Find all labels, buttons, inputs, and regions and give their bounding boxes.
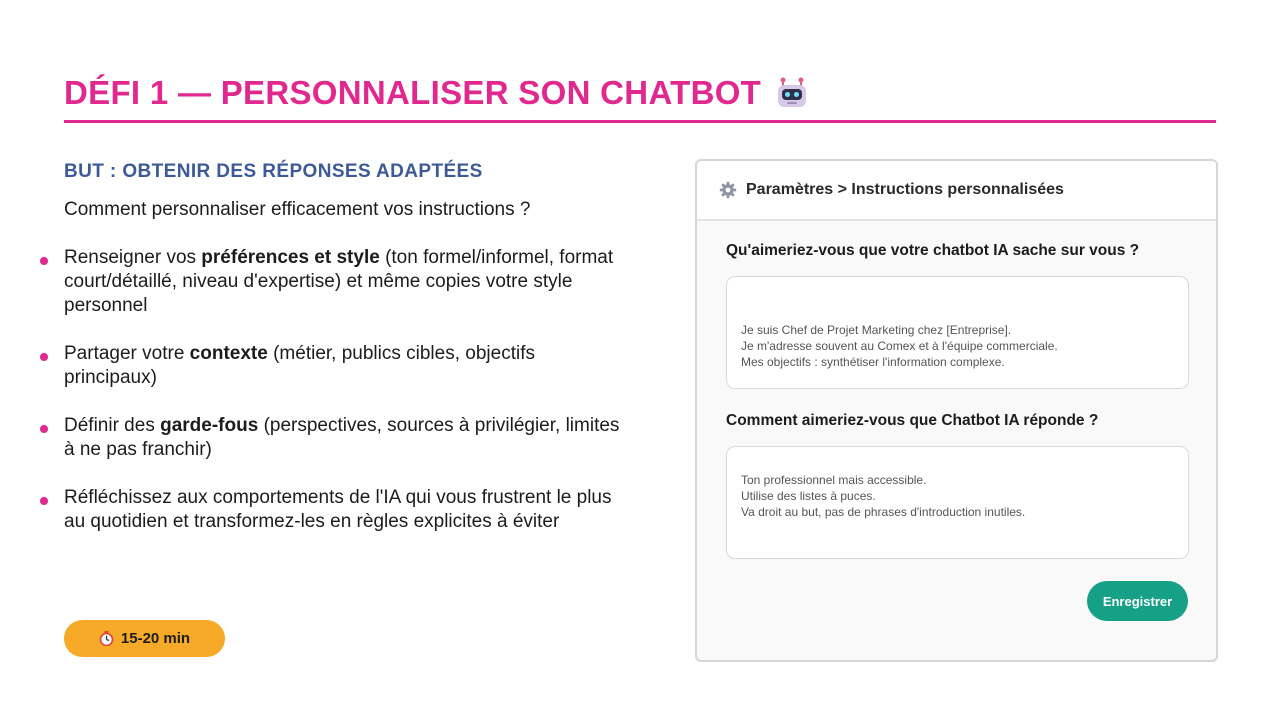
question-response-style: Comment aimeriez-vous que Chatbot IA réponde ? [726, 412, 1099, 429]
response-style-line: Utilise des listes à puces. [741, 488, 876, 503]
bullet-dot [40, 425, 48, 433]
about-you-line: Je suis Chef de Projet Marketing chez [Entreprise]. [741, 322, 1012, 337]
panel-header [697, 161, 1216, 221]
bullet-text-before: Réfléchissez aux comportements de l'IA qui vous frustrent le plus au quotidien et transformez-les en règles explicites à éviter [64, 487, 612, 532]
bullet-list [40, 246, 630, 558]
bullet-dot [40, 497, 48, 505]
save-button[interactable]: Enregistrer [1087, 581, 1188, 621]
response-style-line: Ton professionnel mais accessible. [741, 472, 927, 487]
response-style-textarea[interactable] [726, 446, 1189, 559]
bullet-text-bold: contexte [189, 343, 268, 364]
question-about-you: Qu'aimeriez-vous que votre chatbot IA sache sur vous ? [726, 242, 1140, 259]
bullet-dot [40, 353, 48, 361]
bullet-text-before: Partager votre [64, 343, 190, 364]
bullet-text-after: (ton formel/informel, format court/détaillé, niveau d'expertise) et même copies votre style personnel [64, 247, 614, 316]
bullet-item [40, 414, 630, 462]
title-divider [64, 120, 1216, 123]
bullet-text-bold: garde-fous [160, 415, 259, 436]
about-you-line: Je m'adresse souvent au Comex et à l'équipe commerciale. [741, 338, 1058, 353]
robot-icon [775, 76, 809, 110]
goal-heading: BUT : OBTENIR DES RÉPONSES ADAPTÉES [64, 161, 483, 182]
bullet-text-after: (perspectives, sources à privilégier, limites à ne pas franchir) [64, 415, 620, 460]
gear-icon [719, 181, 737, 199]
bullet-text-after: (métier, publics cibles, objectifs principaux) [64, 343, 535, 388]
bullet-text-bold: préférences et style [201, 247, 380, 268]
panel-title: Paramètres > Instructions personnalisées [746, 181, 1064, 198]
bullet-item [40, 486, 630, 534]
bullet-item [40, 246, 630, 318]
page-title-text: DÉFI 1 — PERSONNALISER SON CHATBOT [64, 74, 762, 111]
about-you-textarea[interactable] [726, 276, 1189, 389]
bullet-dot [40, 257, 48, 265]
intro-text: Comment personnaliser efficacement vos instructions ? [64, 199, 531, 220]
bullet-text-before: Renseigner vos [64, 247, 202, 268]
page-title [64, 74, 809, 112]
bullet-text-before: Définir des [64, 415, 161, 436]
duration-badge [64, 620, 225, 657]
bullet-item [40, 342, 630, 390]
response-style-line: Va droit au but, pas de phrases d'introduction inutiles. [741, 504, 1026, 519]
settings-panel [695, 159, 1218, 662]
about-you-line: Mes objectifs : synthétiser l'information complexe. [741, 354, 1005, 369]
duration-label: 15-20 min [120, 630, 191, 647]
stopwatch-icon [99, 631, 114, 646]
